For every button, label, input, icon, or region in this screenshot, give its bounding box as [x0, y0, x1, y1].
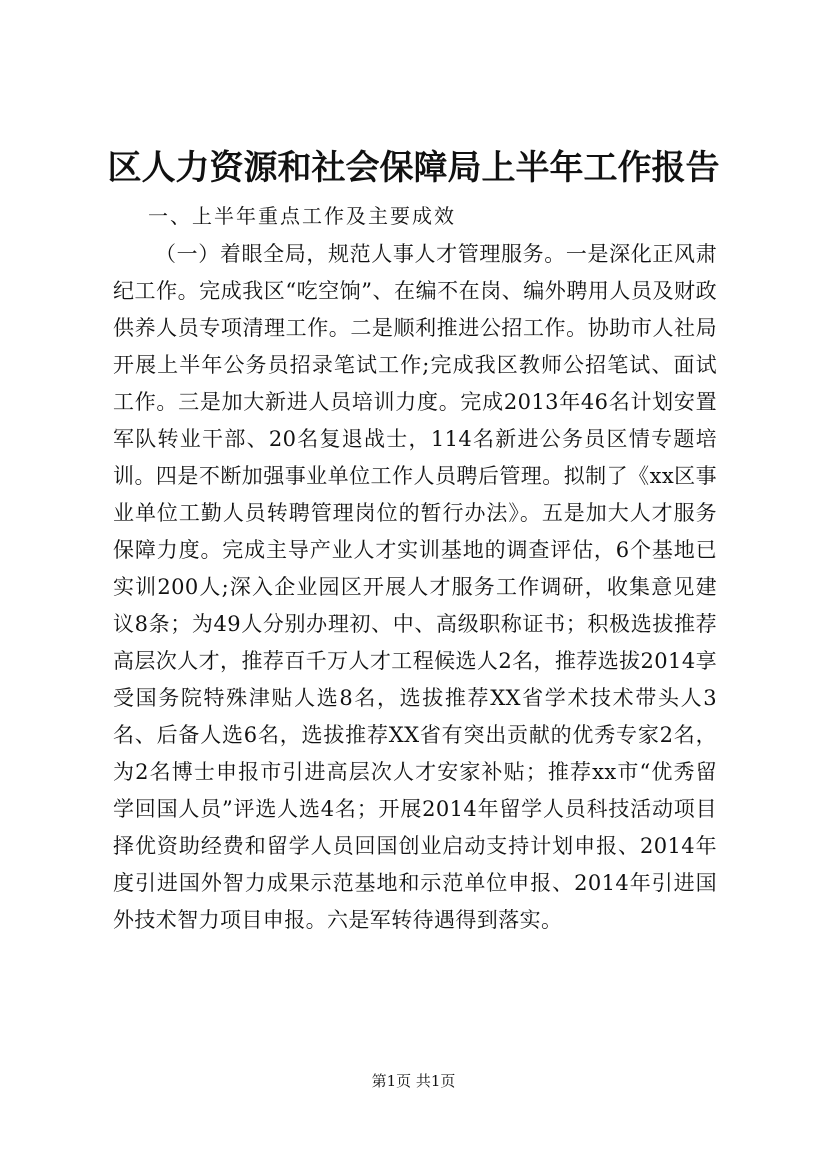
page-footer: 第1页 共1页 — [371, 1072, 456, 1090]
body-paragraph: （一）着眼全局，规范人事人才管理服务。一是深化正风肃纪工作。完成我区“吃空饷”、在编不在岗、编外聘用人员及财政供养人员专项清理工作。二是顺利推进公招工作。协助市人社局开展上半年公务员招录笔试工作;完成我区教师公招笔试、面试工作。三是加大新进人员培训力度。完成2013年46名计划安置军队转业干部、20名复退战士，114名新进公务员区情专题培训。四是不断加强事业单位工作人员聘后管理。拟制了《xx区事业单位工勤人员转聘管理岗位的暂行办法》。五是加大人才服务保障力度。完成主导产业人才实训基地的调查评估，6个基地已实训200人;深入企业园区开展人才服务工作调研，收集意见建议8条；为49人分别办理初、中、高级职称证书；积极选拔推荐高层次人才，推荐百千万人才工程候选人2名，推荐选拔2014享受国务院特殊津贴人选8名，选拔推荐XX省学术技术带头人3名、后备人选6名，选拔推荐XX省有突出贡献的优秀专家2名，为2名博士申报市引进高层次人才安家补贴；推荐xx市“优秀留学回国人员”评选人选4名；开展2014年留学人员科技活动项目择优资助经费和留学人员回国创业启动支持计划申报、2014年度引进国外智力成果示范基地和示范单位申报、2014年引进国外技术智力项目申报。六是军转待遇得到落实。 — [113, 242, 717, 932]
document-title: 区人力资源和社会保障局上半年工作报告 — [107, 148, 720, 188]
section-heading: 一、上半年重点工作及主要成效 — [148, 204, 456, 228]
